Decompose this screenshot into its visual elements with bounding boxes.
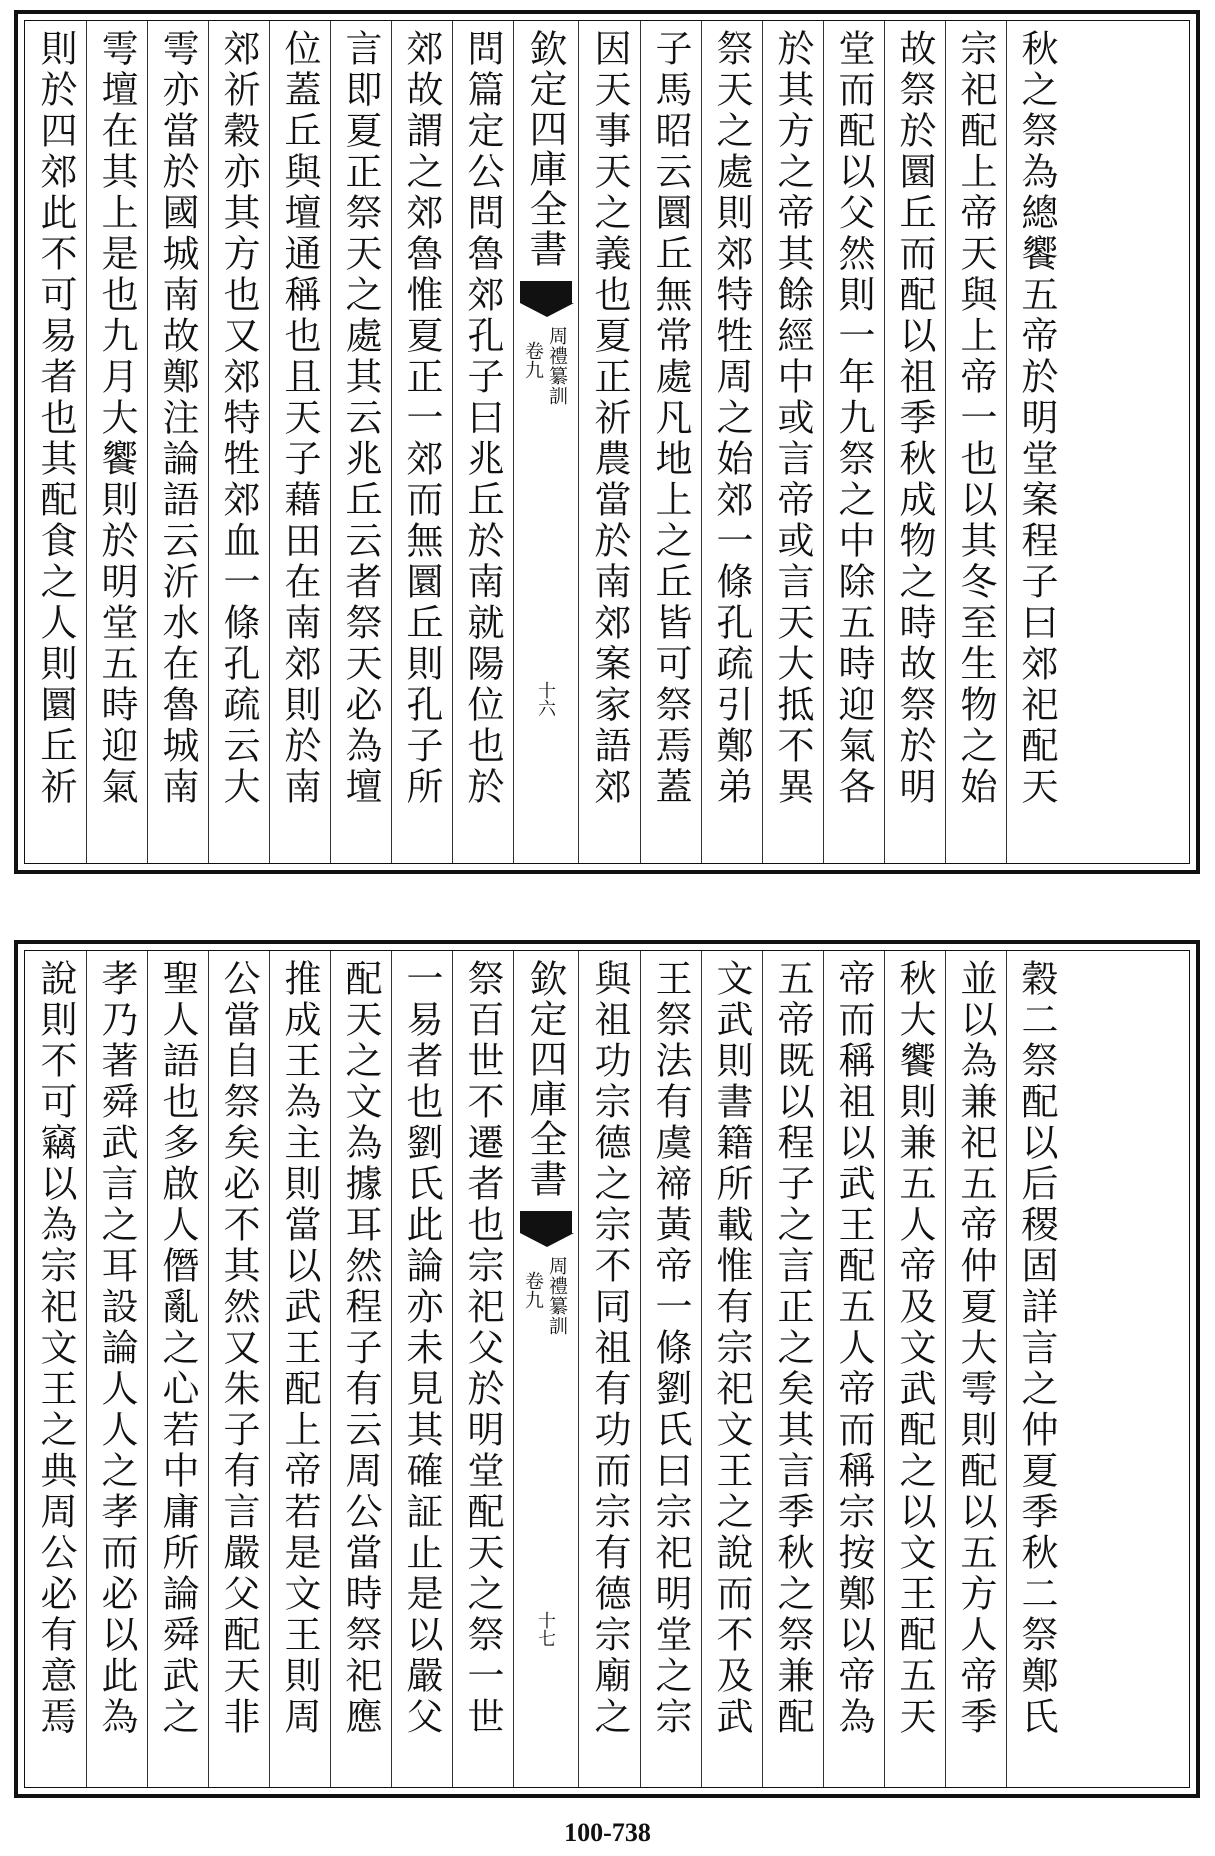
text-column: 問篇定公問魯郊孔子曰兆丘於南就陽位也於 <box>452 21 513 863</box>
text-column: 郊祈穀亦其方也又郊特牲郊血一條孔疏云大 <box>208 21 269 863</box>
text-column: 言即夏正祭天之處其云兆丘云者祭天必為壇 <box>330 21 391 863</box>
text-column: 雩壇在其上是也九月大饗則於明堂五時迎氣 <box>86 21 147 863</box>
text-column: 祭天之處則郊特牲周之始郊一條孔疏引鄭弟 <box>701 21 762 863</box>
text-column: 聖人語也多啟人僭亂之心若中庸所論舜武之 <box>147 951 208 1787</box>
center-fold-strip <box>513 21 579 863</box>
text-column: 雩亦當於國城南故鄭注論語云沂水在魯城南 <box>147 21 208 863</box>
text-column: 推成王為主則當以武王配上帝若是文王則周 <box>269 951 330 1787</box>
text-column: 祭百世不遷者也宗祀父於明堂配天之祭一世 <box>452 951 513 1787</box>
page-frame <box>24 950 1190 1788</box>
text-column: 子馬昭云圜丘無常處凡地上之丘皆可祭焉蓋 <box>640 21 701 863</box>
collection-title: 欽定四庫全書 <box>523 959 567 1199</box>
text-column: 郊故謂之郊魯惟夏正一郊而無圜丘則孔子所 <box>391 21 452 863</box>
text-column: 文武則書籍所載惟有宗祀文王之說而不及武 <box>701 951 762 1787</box>
center-fold-strip <box>513 951 579 1787</box>
text-column: 五帝既以程子之言正之矣其言季秋之祭兼配 <box>762 951 823 1787</box>
page-lower <box>14 940 1200 1798</box>
folio-number: 十六 <box>535 681 556 717</box>
text-column: 故祭於圜丘而配以祖季秋成物之時故祭於明 <box>884 21 945 863</box>
text-column: 與祖功宗德之宗不同祖有功而宗有德宗廟之 <box>588 959 631 1738</box>
page-upper <box>14 10 1200 874</box>
text-column: 公當自祭矣必不其然又朱子有言嚴父配天非 <box>208 951 269 1787</box>
volume-number: 卷九 <box>522 1271 544 1309</box>
text-column: 帝而稱祖以武王配五人帝而稱宗按鄭以帝為 <box>823 951 884 1787</box>
volume-number: 卷九 <box>522 341 544 379</box>
text-column: 位蓋丘與壇通稱也且天子藉田在南郊則於南 <box>269 21 330 863</box>
book-title: 周禮纂訓 <box>546 1256 568 1336</box>
text-column: 秋大饗則兼五人帝及文武配之以文王配五天 <box>884 951 945 1787</box>
text-column: 穀二祭配以后稷固詳言之仲夏季秋二祭鄭氏 <box>1006 951 1067 1787</box>
text-column: 配天之文為據耳然程子有云周公當時祭祀應 <box>330 951 391 1787</box>
text-column: 說則不可竊以為宗祀文王之典周公必有意焉 <box>34 959 77 1738</box>
text-column: 王祭法有虞禘黃帝一條劉氏曰宗祀明堂之宗 <box>640 951 701 1787</box>
text-column: 孝乃著舜武言之耳設論人人之孝而必以此為 <box>86 951 147 1787</box>
text-column: 一易者也劉氏此論亦未見其確証止是以嚴父 <box>391 951 452 1787</box>
folio-number: 十七 <box>535 1611 556 1647</box>
book-title: 周禮纂訓 <box>546 326 568 406</box>
page-frame <box>24 20 1190 864</box>
page-number: 100-738 <box>564 1818 651 1847</box>
text-column: 於其方之帝其餘經中或言帝或言天大抵不異 <box>762 21 823 863</box>
fish-tail-mark <box>520 1211 572 1233</box>
fish-tail-mark <box>520 281 572 303</box>
text-column: 則於四郊此不可易者也其配食之人則圜丘祈 <box>34 29 77 808</box>
collection-title: 欽定四庫全書 <box>523 29 567 269</box>
text-column: 堂而配以父然則一年九祭之中除五時迎氣各 <box>823 21 884 863</box>
text-column: 因天事天之義也夏正祈農當於南郊案家語郊 <box>588 29 631 808</box>
text-column: 並以為兼祀五帝仲夏大雩則配以五方人帝季 <box>945 951 1006 1787</box>
text-column: 秋之祭為總饗五帝於明堂案程子曰郊祀配天 <box>1006 21 1067 863</box>
text-column: 宗祀配上帝天與上帝一也以其冬至生物之始 <box>945 21 1006 863</box>
